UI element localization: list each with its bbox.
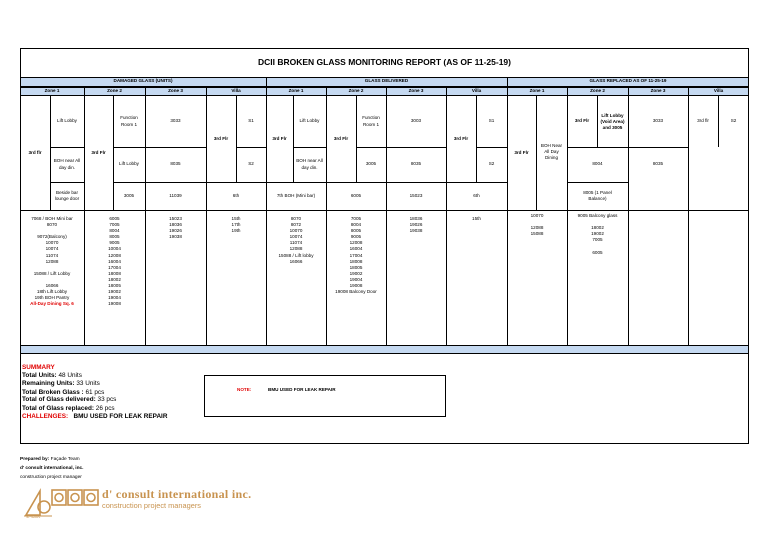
summary-broken: Total Broken Glass : 61 pcs <box>22 388 105 396</box>
replaced-zone3-header: Zone 3 <box>650 88 666 93</box>
delivered-z2-list <box>326 216 386 295</box>
damaged-z2-function-room: Function Room 1 <box>120 115 138 127</box>
company-name: d' consult international, inc. <box>20 466 84 471</box>
delivered-z1-floor: 3rd Flr <box>272 135 287 141</box>
list-item: 15088 / Lift lobby <box>278 252 314 258</box>
delivered-z3-3003: 3003 <box>410 118 422 124</box>
list-item: 19th <box>231 228 241 234</box>
delivered-zone3-header: Zone 3 <box>408 88 424 93</box>
delivered-z3-8035: 8035 <box>410 161 422 167</box>
list-item: 6005 <box>592 249 603 255</box>
list-item: 8070 <box>46 222 58 228</box>
report-title: DCII BROKEN GLASS MONITORING REPORT (AS OF 11-25-19) <box>258 57 511 67</box>
section-damaged: DAMAGED GLASS (UNITS) <box>113 78 173 83</box>
list-item: 12088 <box>530 225 544 231</box>
list-item: 16004 <box>349 246 363 252</box>
damaged-villa-6th: 6th <box>232 192 240 198</box>
list-item: 18008 <box>108 270 121 276</box>
list-item: 19038 <box>169 234 182 240</box>
list-item: 18036 <box>169 222 182 228</box>
replaced-z3-8035: 8035 <box>652 161 664 167</box>
replaced-z2-floor: 3rd Flr <box>574 118 590 124</box>
delivered-zone1-header: Zone 1 <box>288 88 304 93</box>
list-item: 19038 <box>409 228 423 234</box>
damaged-z2-lift-lobby: Lift Lobby <box>119 161 139 167</box>
list-item: 7068 / BOH Mini bar <box>31 216 73 221</box>
list-item: 17th <box>231 222 241 228</box>
list-item: 10074 <box>45 246 59 252</box>
prepared-by: Prepared by: Façade Team d' consult international, inc. construction project manager <box>20 457 84 480</box>
list-item: 19008 <box>349 283 363 289</box>
damaged-z1-lift-lobby: Lift Lobby <box>57 118 77 124</box>
list-item: 11074 <box>289 240 303 246</box>
logo-main-text: d' consult international inc. <box>102 487 252 501</box>
logo-years-text: 40 YEARS <box>26 515 41 519</box>
list-item: 12008 <box>108 252 121 258</box>
list-item: 12008 <box>349 240 363 246</box>
replaced-z2-8004: 8004 <box>592 161 603 167</box>
list-item: 18008 <box>349 258 363 264</box>
replaced-z2-8005: 8005 (1 Panel Balance) <box>583 189 612 201</box>
list-item: 11074 <box>45 252 59 258</box>
list-item: 19008 <box>108 301 121 307</box>
logo-sub-text: construction project managers <box>102 501 202 510</box>
delivered-villa-list <box>446 216 507 222</box>
replaced-villa-s2: S2 <box>730 118 737 124</box>
company-logo <box>22 485 252 521</box>
list-item: 18th Lift Lobby <box>36 289 68 295</box>
divider <box>507 77 508 345</box>
list-item: 19002 <box>349 270 363 276</box>
damaged-z1-floor: 3rd flr <box>28 149 42 155</box>
replaced-zone1-header: Zone 1 <box>529 88 545 93</box>
delivered-z2-6005: 6005 <box>350 192 362 198</box>
delivered-villa-s2: S2 <box>488 161 495 167</box>
delivered-z2-floor: 3rd Flr <box>333 135 349 141</box>
delivered-z1-7th-boh: 7th BOH (Mini bar) <box>276 192 316 198</box>
damaged-z3-list <box>145 216 206 240</box>
list-item: 9005 Balcony glass <box>577 213 618 218</box>
list-item: 10070 <box>530 213 544 218</box>
summary-replaced: Total of Glass replaced: 26 pcs <box>22 404 115 412</box>
replaced-zone2-header: Zone 2 <box>590 88 605 93</box>
summary-total-units: Total Units: 48 Units <box>22 372 82 380</box>
damaged-z3-11039: 11039 <box>169 192 182 198</box>
list-item: 8070 <box>290 216 302 221</box>
list-item: 19026 <box>169 228 182 234</box>
delivered-z1-lift-lobby: Lift Lobby <box>299 118 320 124</box>
damaged-z2-list <box>84 216 145 307</box>
list-item: 17004 <box>349 252 363 258</box>
delivered-villa-s1: S1 <box>488 118 495 124</box>
list-item: 10070 <box>45 240 59 246</box>
list-item: 7005 <box>109 222 120 228</box>
list-item: 15th <box>231 216 241 221</box>
damaged-zone3-header: Zone 3 <box>168 88 183 93</box>
list-item: 15088 / Lift Lobby <box>33 270 71 276</box>
list-item: 6005 <box>109 216 120 221</box>
damaged-z1-boh: BOH near All day din. <box>53 158 81 170</box>
list-item: 7005 <box>350 216 362 221</box>
list-item: 8005 <box>350 228 362 234</box>
list-item: 18002 <box>591 225 604 231</box>
list-item: 18002 <box>108 276 121 282</box>
damaged-z1-list <box>20 216 84 301</box>
list-item: 19th BOH Pantry <box>34 295 70 301</box>
delivered-z1-list <box>266 216 326 265</box>
list-item: 19004 <box>108 295 121 301</box>
list-item: 16066 <box>45 283 59 289</box>
list-item: All-Day Dining Sq. 6 <box>30 301 74 306</box>
summary-remaining-units: Remaining Units: 33 Units <box>22 380 100 388</box>
list-item: 19004 <box>349 276 363 282</box>
list-item: 10070 <box>289 228 303 234</box>
damaged-villa-floor: 3rd Flr <box>213 135 229 141</box>
list-item: 15023 <box>169 216 182 221</box>
list-item: 9005 <box>350 234 362 240</box>
damaged-z1-beside-bar: Beside bar lounge door <box>54 189 80 201</box>
list-item: 15088 <box>530 231 544 237</box>
delivered-villa-floor: 3rd Flr <box>453 135 469 141</box>
summary-challenges: CHALLENGES: BMU USED FOR LEAK REPAIR <box>22 412 168 420</box>
delivered-zone2-header: Zone 2 <box>348 88 364 93</box>
damaged-z2-3005: 3005 <box>123 192 135 198</box>
delivered-z2-function-room: Function Room 1 <box>362 115 380 127</box>
list-item: 15th <box>472 216 481 221</box>
list-item: 17004 <box>108 264 121 270</box>
list-item: 18005 <box>108 283 121 289</box>
section-delivered: GLASS DELIVERED <box>364 78 409 83</box>
list-item: 18005 <box>349 264 363 270</box>
summary-delivered: Total of Glass delivered: 33 pcs <box>22 395 117 403</box>
damaged-villa-s2: S2 <box>248 161 254 167</box>
delivered-z2-3005: 3005 <box>365 161 377 167</box>
damaged-z1-list-red-item <box>20 301 84 307</box>
table-footer-band <box>20 345 749 354</box>
delivered-villa-6th: 6th <box>473 192 480 198</box>
section-replaced: GLASS REPLACED AS OF 11-25-19 <box>589 78 667 83</box>
list-item: 10004 <box>108 246 121 252</box>
delivered-villa-header: Villa <box>471 88 482 93</box>
damaged-villa-list <box>206 216 266 234</box>
damaged-z3-3033: 3033 <box>170 118 181 124</box>
replaced-z1-floor: 3rd Flr <box>514 149 529 155</box>
list-item: 19002 <box>591 231 604 237</box>
damaged-z2-floor: 3rd Flr <box>91 149 106 155</box>
divider <box>536 96 537 210</box>
list-item: 7005 <box>592 237 603 243</box>
summary-heading: SUMMARY <box>22 364 55 371</box>
list-item: 8004 <box>109 228 120 234</box>
delivered-z1-boh: BOH near All day din. <box>296 158 323 170</box>
list-item: 19002 <box>108 289 121 295</box>
delivered-z3-15023: 15023 <box>409 192 423 198</box>
summary-block <box>22 364 167 421</box>
list-item: 18036 <box>409 216 423 221</box>
list-item: 10074 <box>289 234 303 240</box>
replaced-villa-floor: 3rd flr <box>697 118 709 124</box>
list-item: 9072(Balcony) <box>37 234 67 240</box>
replaced-z1-boh: BOH Near All Day Dining <box>540 142 563 161</box>
divider <box>20 210 749 211</box>
damaged-villa-header: Villa <box>231 88 241 93</box>
delivered-z3-list <box>386 216 446 234</box>
replaced-villa-header: Villa <box>713 88 724 93</box>
note-box <box>204 375 446 417</box>
replaced-z2-list <box>567 213 628 256</box>
list-item: 16066 <box>289 258 303 264</box>
list-item: 16004 <box>108 258 121 264</box>
damaged-villa-s1: S1 <box>248 118 254 124</box>
divider <box>597 96 598 147</box>
damaged-z3-8035: 8035 <box>170 161 181 167</box>
replaced-z1-list <box>507 213 567 237</box>
note-text: BMU USED FOR LEAK REPAIR <box>268 387 336 392</box>
list-item: 12088 <box>289 246 303 252</box>
replaced-z2-lift-lobby: Lift Lobby (Void Area) and 3005 <box>600 112 625 131</box>
note-label: NOTE: <box>237 387 252 392</box>
list-item: 8004 <box>350 222 362 228</box>
list-item: 8072 <box>290 222 302 228</box>
list-item: 12088 <box>45 258 59 264</box>
company-role: construction project manager <box>20 475 82 480</box>
replaced-z3-3033: 3033 <box>652 118 664 124</box>
list-item: 9005 <box>109 240 120 246</box>
list-item: 8005 <box>109 234 120 240</box>
damaged-zone1-header: Zone 1 <box>44 88 60 93</box>
damaged-zone2-header: Zone 2 <box>107 88 122 93</box>
list-item: 19026 <box>409 222 423 228</box>
list-item: 19008 Balcony Door <box>335 289 377 295</box>
